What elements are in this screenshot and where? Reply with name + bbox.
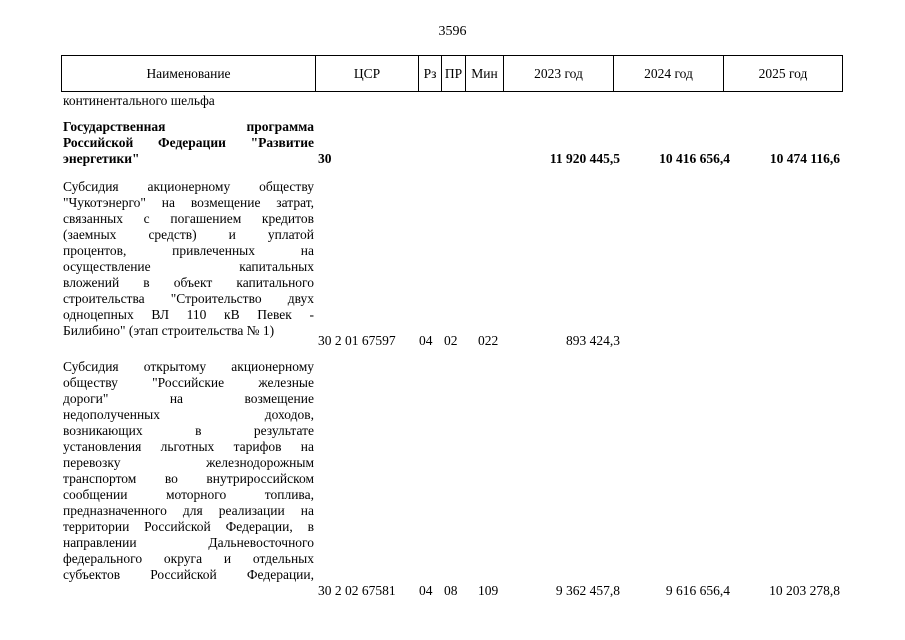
program-2023: 11 920 445,5 — [549, 151, 620, 166]
subsidy-chukotenergo-2023: 893 424,3 — [566, 333, 620, 348]
continuation-text: континентального шельфа — [63, 93, 215, 108]
subsidy-chukotenergo-name — [63, 179, 314, 339]
name-line: строительства "Строительство двух — [63, 291, 314, 306]
name-line: вложений в объект капитального — [63, 275, 314, 290]
header-min: Мин — [466, 56, 504, 92]
name-line: недополученных доходов, — [63, 407, 314, 422]
subsidy-rzd-rz: 04 — [419, 583, 433, 598]
name-line: перевозку железнодорожным — [63, 455, 314, 470]
header-2025: 2025 год — [724, 56, 843, 92]
header-pr: ПР — [442, 56, 466, 92]
subsidy-rzd-2024: 9 616 656,4 — [665, 583, 730, 598]
header-rz: Рз — [419, 56, 442, 92]
name-line: предназначенного для реализации на — [63, 503, 314, 518]
subsidy-chukotenergo-rz: 04 — [419, 333, 433, 348]
header-2023: 2023 год — [504, 56, 614, 92]
header-2024: 2024 год — [614, 56, 724, 92]
program-name-line: энергетики" — [63, 151, 140, 166]
name-line: "Чукотэнерго" на возмещение затрат, — [63, 195, 314, 210]
name-line: Субсидия акционерному обществу — [63, 179, 314, 194]
header-csr: ЦСР — [316, 56, 419, 92]
name-line: субъектов Российской Федерации, — [63, 567, 314, 582]
subsidy-rzd-name — [63, 359, 314, 583]
name-line: федерального округа и отдельных — [63, 551, 314, 566]
subsidy-rzd-csr: 30 2 02 67581 — [318, 583, 396, 598]
name-line: обществу "Российские железные — [63, 375, 314, 390]
subsidy-rzd-2025: 10 203 278,8 — [769, 583, 840, 598]
name-line: связанных с погашением кредитов — [63, 211, 314, 226]
name-line: Субсидия открытому акционерному — [63, 359, 314, 374]
subsidy-chukotenergo-csr: 30 2 01 67597 — [318, 333, 396, 348]
name-line: транспортом во внутрироссийском — [63, 471, 314, 486]
header-name: Наименование — [62, 56, 316, 92]
name-line: процентов, привлеченных на — [63, 243, 314, 258]
name-line: направлении Дальневосточного — [63, 535, 314, 550]
program-name-line: Российской Федерации "Развитие — [63, 135, 314, 150]
name-line: территории Российской Федерации, в — [63, 519, 314, 534]
name-line: (заемных средств) и уплатой — [63, 227, 314, 242]
name-line: установления льготных тарифов на — [63, 439, 314, 454]
subsidy-rzd-2023: 9 362 457,8 — [555, 583, 620, 598]
name-line: Билибино" (этап строительства № 1) — [63, 323, 275, 338]
name-line: дороги" на возмещение — [63, 391, 314, 406]
subsidy-chukotenergo-pr: 02 — [444, 333, 458, 348]
name-line: сообщении моторного топлива, — [63, 487, 314, 502]
program-name — [63, 119, 314, 167]
program-csr: 30 — [318, 151, 332, 166]
subsidy-rzd-pr: 08 — [444, 583, 458, 598]
table-header — [61, 55, 843, 92]
subsidy-chukotenergo-min: 022 — [478, 333, 499, 348]
page-number: 3596 — [438, 24, 467, 39]
program-2024: 10 416 656,4 — [659, 151, 730, 166]
name-line: одноцепных ВЛ 110 кВ Певек - — [63, 307, 314, 322]
program-name-line: Государственная программа — [63, 119, 314, 134]
program-2025: 10 474 116,6 — [769, 151, 840, 166]
name-line: осуществление капитальных — [63, 259, 314, 274]
name-line: возникающих в результате — [63, 423, 314, 438]
subsidy-rzd-min: 109 — [478, 583, 499, 598]
